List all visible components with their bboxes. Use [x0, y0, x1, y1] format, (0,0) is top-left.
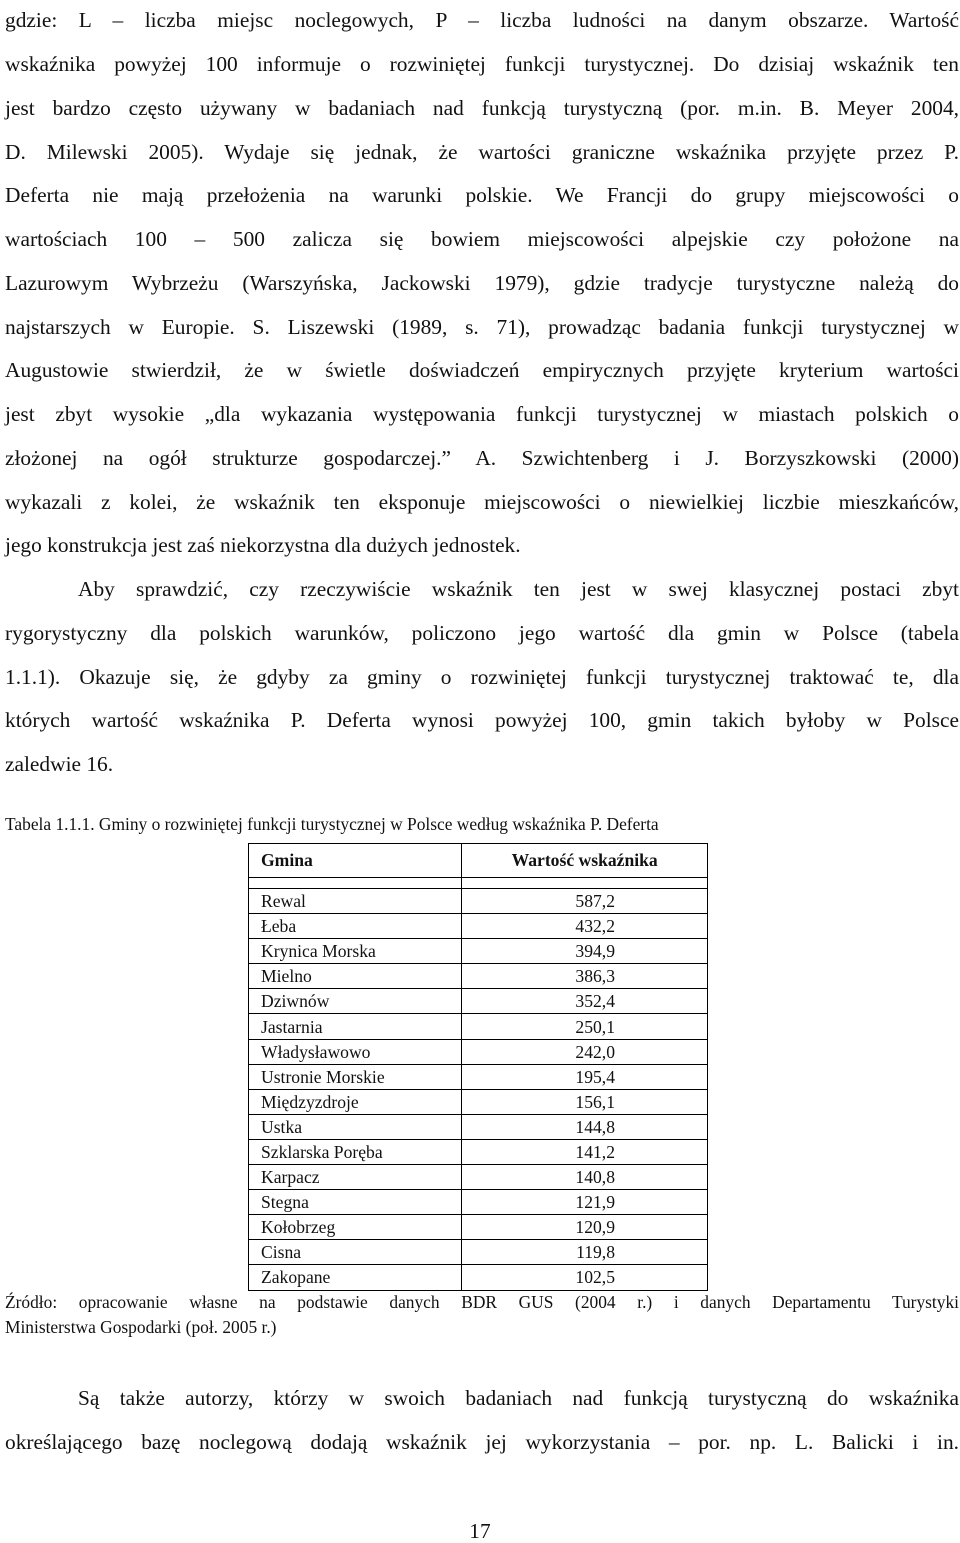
paragraph-line: Augustowie stwierdził, że w świetle doświadczeń empirycznych przyjęte kryterium wartości	[5, 358, 959, 382]
cell-gmina: Szklarska Poręba	[249, 1139, 462, 1164]
table-row	[249, 1215, 708, 1240]
cell-value: 394,9	[462, 939, 708, 964]
cell-gmina: Władysławowo	[249, 1039, 462, 1064]
table-row	[249, 914, 708, 939]
cell-gmina: Ustronie Morskie	[249, 1064, 462, 1089]
paragraph-line: jest zbyt wysokie „dla wykazania występowania funkcji turystycznej w miastach polskich o	[5, 402, 959, 426]
cell-gmina: Łeba	[249, 914, 462, 939]
paragraph-line: złożonej na ogół strukturze gospodarczej.” A. Szwichtenberg i J. Borzyszkowski (2000)	[5, 446, 959, 470]
table-row	[249, 1265, 708, 1290]
column-header-value: Wartość wskaźnika	[462, 844, 708, 878]
cell-gmina: Dziwnów	[249, 989, 462, 1014]
cell-value: 102,5	[462, 1265, 708, 1290]
cell-value: 242,0	[462, 1039, 708, 1064]
table-row	[249, 889, 708, 914]
source-line: Źródło: opracowanie własne na podstawie danych BDR GUS (2004 r.) i danych Departamentu Turystyki	[5, 1292, 959, 1312]
paragraph-line: Deferta nie mają przełożenia na warunki polskie. We Francji do grupy miejscowości o	[5, 183, 959, 207]
table-row	[249, 964, 708, 989]
cell-gmina: Rewal	[249, 889, 462, 914]
paragraph-line: Lazurowym Wybrzeżu (Warszyńska, Jackowski 1979), gdzie tradycje turystyczne należą do	[5, 271, 959, 295]
cell-gmina: Cisna	[249, 1240, 462, 1265]
table-row	[249, 989, 708, 1014]
table-row	[249, 1014, 708, 1039]
paragraph-line: jest bardzo często używany w badaniach nad funkcją turystyczną (por. m.in. B. Meyer 2004,	[5, 96, 959, 120]
table-spacer-row	[249, 878, 708, 889]
paragraph-line: rygorystyczny dla polskich warunków, policzono jego wartość dla gmin w Polsce (tabela	[5, 621, 959, 645]
paragraph-line: wartościach 100 – 500 zalicza się bowiem miejscowości alpejskie czy położone na	[5, 227, 959, 251]
paragraph-line: Są także autorzy, którzy w swoich badaniach nad funkcją turystyczną do wskaźnika	[78, 1386, 959, 1410]
data-table	[248, 843, 708, 1291]
cell-value: 195,4	[462, 1064, 708, 1089]
cell-gmina: Krynica Morska	[249, 939, 462, 964]
source-line: Ministerstwa Gospodarki (poł. 2005 r.)	[5, 1317, 277, 1337]
cell-value: 432,2	[462, 914, 708, 939]
column-header-gmina: Gmina	[249, 844, 462, 878]
table-caption: Tabela 1.1.1. Gminy o rozwiniętej funkcji turystycznej w Polsce według wskaźnika P. Deferta	[5, 814, 659, 834]
table-row	[249, 1165, 708, 1190]
cell-gmina: Stegna	[249, 1190, 462, 1215]
cell-gmina: Karpacz	[249, 1165, 462, 1190]
cell-gmina: Jastarnia	[249, 1014, 462, 1039]
cell-value: 250,1	[462, 1014, 708, 1039]
paragraph-line: Aby sprawdzić, czy rzeczywiście wskaźnik ten jest w swej klasycznej postaci zbyt	[78, 577, 959, 601]
paragraph-line: określającego bazę noclegową dodają wskaźnik jej wykorzystania – por. np. L. Balicki i in.	[5, 1430, 959, 1454]
table-row	[249, 1089, 708, 1114]
cell-value: 156,1	[462, 1089, 708, 1114]
cell-gmina: Mielno	[249, 964, 462, 989]
paragraph-line: których wartość wskaźnika P. Deferta wynosi powyżej 100, gmin takich byłoby w Polsce	[5, 708, 959, 732]
paragraph-line: jego konstrukcja jest zaś niekorzystna dla dużych jednostek.	[5, 533, 521, 557]
paragraph-line: D. Milewski 2005). Wydaje się jednak, że wartości graniczne wskaźnika przyjęte przez P.	[5, 140, 959, 164]
table-row	[249, 1039, 708, 1064]
cell-value: 140,8	[462, 1165, 708, 1190]
table-row	[249, 1114, 708, 1139]
cell-value: 141,2	[462, 1139, 708, 1164]
table-row	[249, 1190, 708, 1215]
cell-value: 352,4	[462, 989, 708, 1014]
page-number: 17	[469, 1519, 491, 1543]
table-row	[249, 1240, 708, 1265]
table-header-row	[249, 844, 708, 878]
paragraph-line: wykazali z kolei, że wskaźnik ten eksponuje miejscowości o niewielkiej liczbie mieszkańców,	[5, 490, 959, 514]
cell-value: 121,9	[462, 1190, 708, 1215]
paragraph-line: zaledwie 16.	[5, 752, 114, 776]
paragraph-line: 1.1.1). Okazuje się, że gdyby za gminy o rozwiniętej funkcji turystycznej traktować te, dla	[5, 665, 959, 689]
table-row	[249, 939, 708, 964]
table-row	[249, 1064, 708, 1089]
paragraph-line: gdzie: L – liczba miejsc noclegowych, P – liczba ludności na danym obszarze. Wartość	[5, 8, 959, 32]
paragraph-line: najstarszych w Europie. S. Liszewski (1989, s. 71), prowadząc badania funkcji turystycznej w	[5, 315, 959, 339]
cell-value: 120,9	[462, 1215, 708, 1240]
table-row	[249, 1139, 708, 1164]
cell-value: 119,8	[462, 1240, 708, 1265]
cell-gmina: Ustka	[249, 1114, 462, 1139]
cell-value: 386,3	[462, 964, 708, 989]
paragraph-line: wskaźnika powyżej 100 informuje o rozwiniętej funkcji turystycznej. Do dzisiaj wskaźnik ten	[5, 52, 959, 76]
cell-value: 587,2	[462, 889, 708, 914]
cell-gmina: Kołobrzeg	[249, 1215, 462, 1240]
cell-value: 144,8	[462, 1114, 708, 1139]
cell-gmina: Zakopane	[249, 1265, 462, 1290]
cell-gmina: Międzyzdroje	[249, 1089, 462, 1114]
